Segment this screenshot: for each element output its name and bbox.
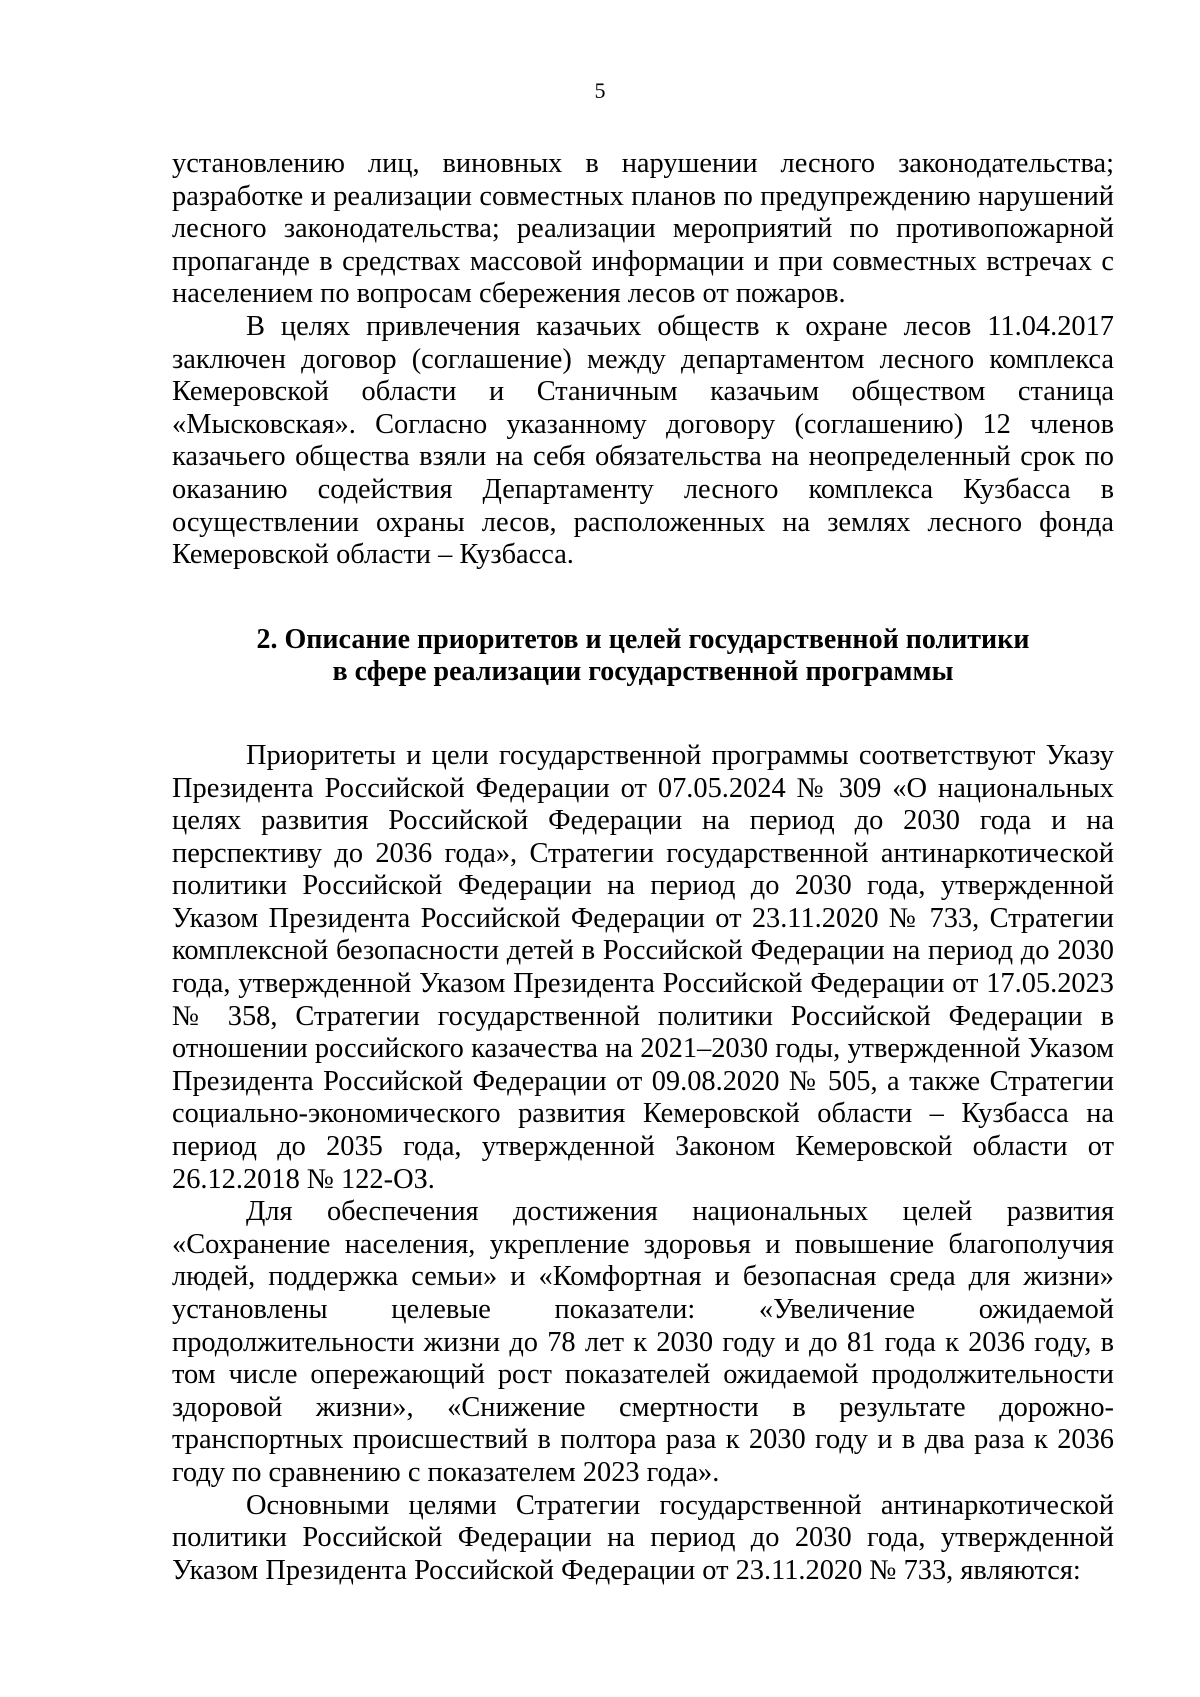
- paragraph-continuation: установлению лиц, виновных в нарушении лесного законодательства; разработке и реализации совместных планов по предупреждению нарушений лесного законодательства; реализации мероприятий по противопожарной пропаганде в средствах массовой информации и при совместных встречах с населением по вопросам сбережения лесов от пожаров.: [172, 148, 1114, 310]
- paragraph-national-goals: Для обеспечения достижения национальных целей развития «Сохранение населения, укрепление здоровья и повышение благополучия людей, поддержка семьи» и «Комфортная и безопасная среда для жизни» установлены целевые показатели: «Увеличение ожидаемой продолжительности жизни до 78 лет к 2030 году и до 81 года к 2036 году, в том числе опережающий рост показателей ожидаемой продолжительности здоровой жизни», «Снижение смертности в результате дорожно-транспортных происшествий в полтора раза к 2030 году и в два раза к 2036 году по сравнению с показателем 2023 года».: [172, 1196, 1114, 1488]
- paragraph-cossack-agreement: В целях привлечения казачьих обществ к охране лесов 11.04.2017 заключен договор (соглашение) между департаментом лесного комплекса Кемеровской области и Станичным казачьим обществом станица «Мысковская». Согласно указанному договору (соглашению) 12 членов казачьего общества взяли на себя обязательства на неопределенный срок по оказанию содействия Департаменту лесного комплекса Кузбасса в осуществлении охраны лесов, расположенных на землях лесного фонда Кемеровской области – Кузбасса.: [172, 310, 1114, 571]
- section-heading-line-1: 2. Описание приоритетов и целей государственной политики: [256, 623, 1030, 655]
- page-number: 5: [594, 78, 606, 103]
- section-heading: [172, 624, 1114, 689]
- section-heading-line-2: в сфере реализации государственной программы: [332, 656, 954, 688]
- document-body: [172, 148, 1114, 1587]
- paragraph-strategy-goals: Основными целями Стратегии государственной антинаркотической политики Российской Федерации на период до 2030 года, утвержденной Указом Президента Российской Федерации от 23.11.2020 № 733, являются:: [172, 1489, 1114, 1586]
- paragraph-priorities: Приоритеты и цели государственной программы соответствуют Указу Президента Российской Федерации от 07.05.2024 № 309 «О национальных целях развития Российской Федерации на период до 2030 года и на перспективу до 2036 года», Стратегии государственной антинаркотической политики Российской Федерации на период до 2030 года, утвержденной Указом Президента Российской Федерации от 23.11.2020 № 733, Стратегии комплексной безопасности детей в Российской Федерации на период до 2030 года, утвержденной Указом Президента Российской Федерации от 17.05.2023 № 358, Стратегии государственной политики Российской Федерации в отношении российского казачества на 2021–2030 годы, утвержденной Указом Президента Российской Федерации от 09.08.2020 № 505, а также Стратегии социально-экономического развития Кемеровской области – Кузбасса на период до 2035 года, утвержденной Законом Кемеровской области от 26.12.2018 № 122-ОЗ.: [172, 739, 1114, 1195]
